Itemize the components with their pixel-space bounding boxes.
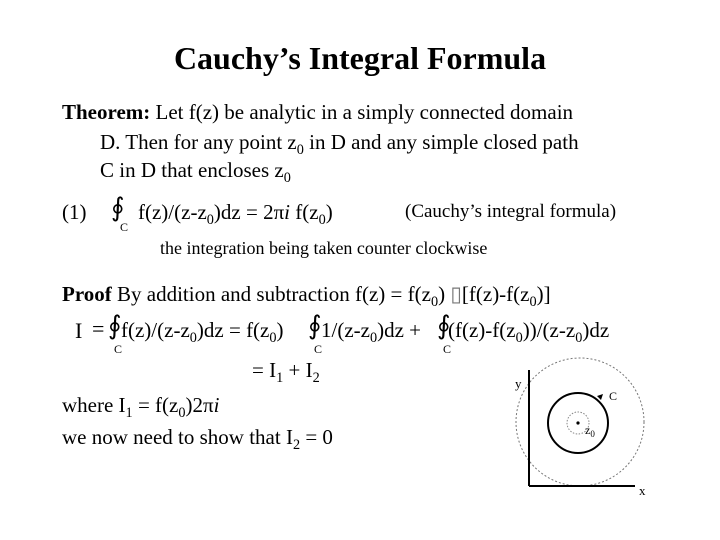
I-symbol: I <box>75 318 83 343</box>
proof-sub: 0 <box>189 329 197 346</box>
proof-sub: 1 <box>276 369 284 386</box>
sum-eq: = I <box>252 358 277 382</box>
slide-title: Cauchy’s Integral Formula <box>173 40 547 76</box>
need-end: = 0 <box>300 425 333 449</box>
sum-plus: + I <box>283 358 313 382</box>
theorem-text-2: D. Then for any point z <box>100 130 297 154</box>
proof-sub: 0 <box>575 329 583 346</box>
proof-expression-2 <box>321 318 422 346</box>
formula-lhs-end: )dz = 2π <box>213 200 285 224</box>
theorem-line-1 <box>62 100 573 125</box>
curve-label: C <box>609 389 618 403</box>
integration-note: the integration being taken counter clockwise <box>160 238 488 258</box>
imaginary-unit: i <box>213 393 220 417</box>
where-mid: = f(z <box>132 393 179 417</box>
proof-text: By addition and subtraction f(z) = f(z <box>111 282 431 306</box>
where-line <box>62 393 220 421</box>
proof-line <box>62 282 551 310</box>
formula-lhs: f(z)/(z-z <box>138 200 207 224</box>
formula-name: (Cauchy’s integral formula) <box>405 201 617 222</box>
orientation-arrow-icon <box>597 394 603 400</box>
proof-expression-1 <box>121 318 284 346</box>
formula-rhs: f(z <box>290 200 319 224</box>
theorem-sub: 0 <box>283 169 291 186</box>
contour-label: C <box>114 342 123 356</box>
contour-integral-icon: ∮ <box>437 311 451 340</box>
proof-text-end: )] <box>536 282 551 306</box>
formula-sub: 0 <box>206 211 214 228</box>
point-label: $z_0$ <box>585 423 595 439</box>
proof-label: Proof <box>62 282 112 306</box>
proof-text-mid: ) <box>438 282 451 306</box>
proof-sub: 0 <box>515 329 523 346</box>
contour-integral-icon: ∮ <box>308 311 322 340</box>
proof-sub: 2 <box>292 436 301 453</box>
theorem-sub: 0 <box>296 141 304 158</box>
theorem-line-3 <box>100 158 291 186</box>
where-text: where I <box>62 393 126 417</box>
proof-seg4-end: ))/(z-z <box>522 318 576 342</box>
proof-seg3: 1/(z-z <box>321 318 370 342</box>
point-z0 <box>576 421 579 424</box>
proof-expression-3 <box>448 318 610 346</box>
proof-sub: 0 <box>178 404 186 421</box>
x-axis-label: x <box>639 483 646 498</box>
proof-sub: 1 <box>125 404 133 421</box>
contour-integral-icon: ∮ <box>108 311 122 340</box>
proof-seg3-end: )dz + <box>377 318 422 342</box>
formula-rhs-end: ) <box>325 200 333 224</box>
proof-seg4: (f(z)-f(z <box>448 318 516 342</box>
formula-sub: 0 <box>318 211 326 228</box>
need-line <box>62 425 333 453</box>
proof-sub: 0 <box>529 293 537 310</box>
theorem-text-3: C in D that encloses z <box>100 158 284 182</box>
proof-seg5-end: )dz <box>582 318 610 342</box>
formula-expression <box>138 200 333 228</box>
y-axis-label: y <box>515 376 522 391</box>
proof-sub: 2 <box>312 369 320 386</box>
proof-sub: 0 <box>269 329 277 346</box>
outer-dashed-circle <box>516 358 644 486</box>
need-text: we now need to show that I <box>62 425 293 449</box>
proof-text-mid2: [f(z)-f(z <box>461 282 530 306</box>
theorem-text-2-end: in D and any simple closed path <box>303 130 579 154</box>
theorem-text-1: Let f(z) be analytic in a simply connected domain <box>150 100 574 124</box>
contour-integral-icon: ∮ <box>111 193 125 222</box>
imaginary-unit: i <box>284 200 291 224</box>
proof-seg1-end: )dz = f(z <box>196 318 270 342</box>
proof-seg1: f(z)/(z-z <box>121 318 190 342</box>
theorem-line-2 <box>100 130 579 158</box>
proof-sub: 0 <box>430 293 439 310</box>
formula-number: (1) <box>62 200 87 224</box>
equals-sign: = <box>92 316 105 341</box>
missing-glyph-box: ▯ <box>450 282 462 306</box>
theorem-label: Theorem: <box>62 100 151 124</box>
contour-label: C <box>120 220 129 234</box>
proof-sub: 0 <box>369 329 378 346</box>
contour-label: C <box>314 342 323 356</box>
contour-label: C <box>443 342 452 356</box>
contour-diagram <box>505 350 665 500</box>
sum-line <box>252 358 320 386</box>
where-end: )2π <box>185 393 214 417</box>
proof-seg2-end: ) <box>276 318 284 342</box>
